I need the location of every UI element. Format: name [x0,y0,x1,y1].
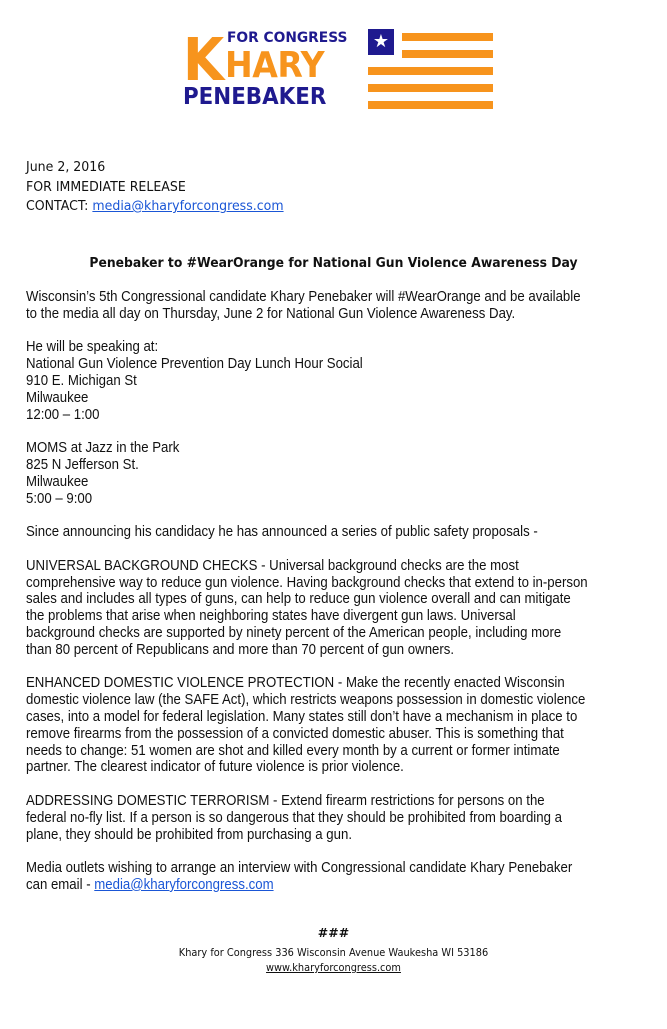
intro-paragraph [26,289,660,323]
flag-stripe [402,50,493,58]
text-line: cases, into a model for federal legislation. Many states still don’t have a mechanism in place to [26,708,578,725]
event-address: 825 N Jefferson St. [26,456,139,473]
event-name: National Gun Violence Prevention Day Lunch Hour Social [26,356,363,373]
campaign-address: Khary for Congress 336 Wisconsin Avenue Waukesha WI 53186 [178,947,489,959]
logo-hary: HARY [225,45,325,86]
press-release-headline: Penebaker to #WearOrange for National Gun Violence Awareness Day [89,256,578,271]
end-marker: ### [317,925,350,940]
text-line: to the media all day on Thursday, June 2 for National Gun Violence Awareness Day. [26,305,516,322]
release-header [26,158,284,217]
text-line: federal no-fly list. If a person is so dangerous that they should be prohibited from boarding a [26,809,562,826]
contact-line [26,197,284,217]
contact-email-link[interactable]: media@kharyforcongress.com [92,198,284,214]
proposals-intro [26,524,660,541]
flag-icon [368,29,493,109]
closing-paragraph [26,860,660,894]
flag-stripe [402,33,493,41]
campaign-logo [183,25,493,112]
event-city: Milwaukee [26,473,89,490]
text-line [26,877,660,894]
text-line: sales and includes all types of guns, can help to reduce gun violence overall and can mitigate [26,591,571,608]
text-line: needs to change: 51 women are shot and killed every month by a current or former intimate [26,742,560,759]
website-link[interactable]: www.kharyforcongress.com [266,962,401,974]
text-line: Since announcing his candidacy he has announced a series of public safety proposals - [26,524,538,541]
text-line: comprehensive way to reduce gun violence. Having background checks that extend to in-person [26,574,588,591]
text-line: UNIVERSAL BACKGROUND CHECKS - Universal background checks are the most [26,557,519,574]
text-line: ENHANCED DOMESTIC VIOLENCE PROTECTION - Make the recently enacted Wisconsin [26,675,565,692]
footer-address [17,946,651,976]
event-1 [26,339,660,423]
text-line: Wisconsin’s 5th Congressional candidate Khary Penebaker will #WearOrange and be available [26,289,581,305]
event-time: 5:00 – 9:00 [26,490,93,507]
proposal-background-checks [26,558,660,659]
contact-label: CONTACT: [26,198,89,214]
star-icon: ★ [368,29,394,55]
text-line: Media outlets wishing to arrange an interview with Congressional candidate Khary Penebaker [26,860,573,877]
text-line: the problems that arise when neighboring states have divergent gun laws. Universal [26,608,516,625]
flag-stripe [368,67,493,75]
footer [0,924,667,976]
closing-prefix: can email - [26,876,95,893]
release-type: FOR IMMEDIATE RELEASE [26,178,186,195]
flag-stripe [368,101,493,109]
text-line: He will be speaking at: [26,339,159,356]
release-date: June 2, 2016 [26,159,106,175]
proposal-domestic-violence [26,675,660,776]
text-line: remove firearms from the possession of a convicted domestic abuser. This is something that [26,725,564,742]
text-line: than 80 percent of Republicans and more than 70 percent of gun owners. [26,641,455,658]
event-address: 910 E. Michigan St [26,372,137,389]
event-name: MOMS at Jazz in the Park [26,440,180,457]
logo-letter-k: K [183,25,225,94]
closing-email-link[interactable]: media@kharyforcongress.com [94,876,274,893]
flag-stripe [368,84,493,92]
text-line: background checks are supported by ninety percent of the American people, including more [26,624,562,641]
press-release-body [26,289,660,910]
logo-penebaker: PENEBAKER [183,84,327,110]
text-line: ADDRESSING DOMESTIC TERRORISM - Extend firearm restrictions for persons on the [26,792,545,809]
event-city: Milwaukee [26,389,89,406]
text-line: plane, they should be prohibited from purchasing a gun. [26,826,353,843]
event-2 [26,440,660,507]
text-line: domestic violence law (the SAFE Act), which restricts weapons possession in domestic violence [26,692,586,709]
logo-for-congress: FOR CONGRESS [227,30,348,46]
text-line: partner. The clearest indicator of future violence is prior violence. [26,759,404,776]
proposal-domestic-terrorism [26,793,660,843]
event-time: 12:00 – 1:00 [26,406,100,423]
